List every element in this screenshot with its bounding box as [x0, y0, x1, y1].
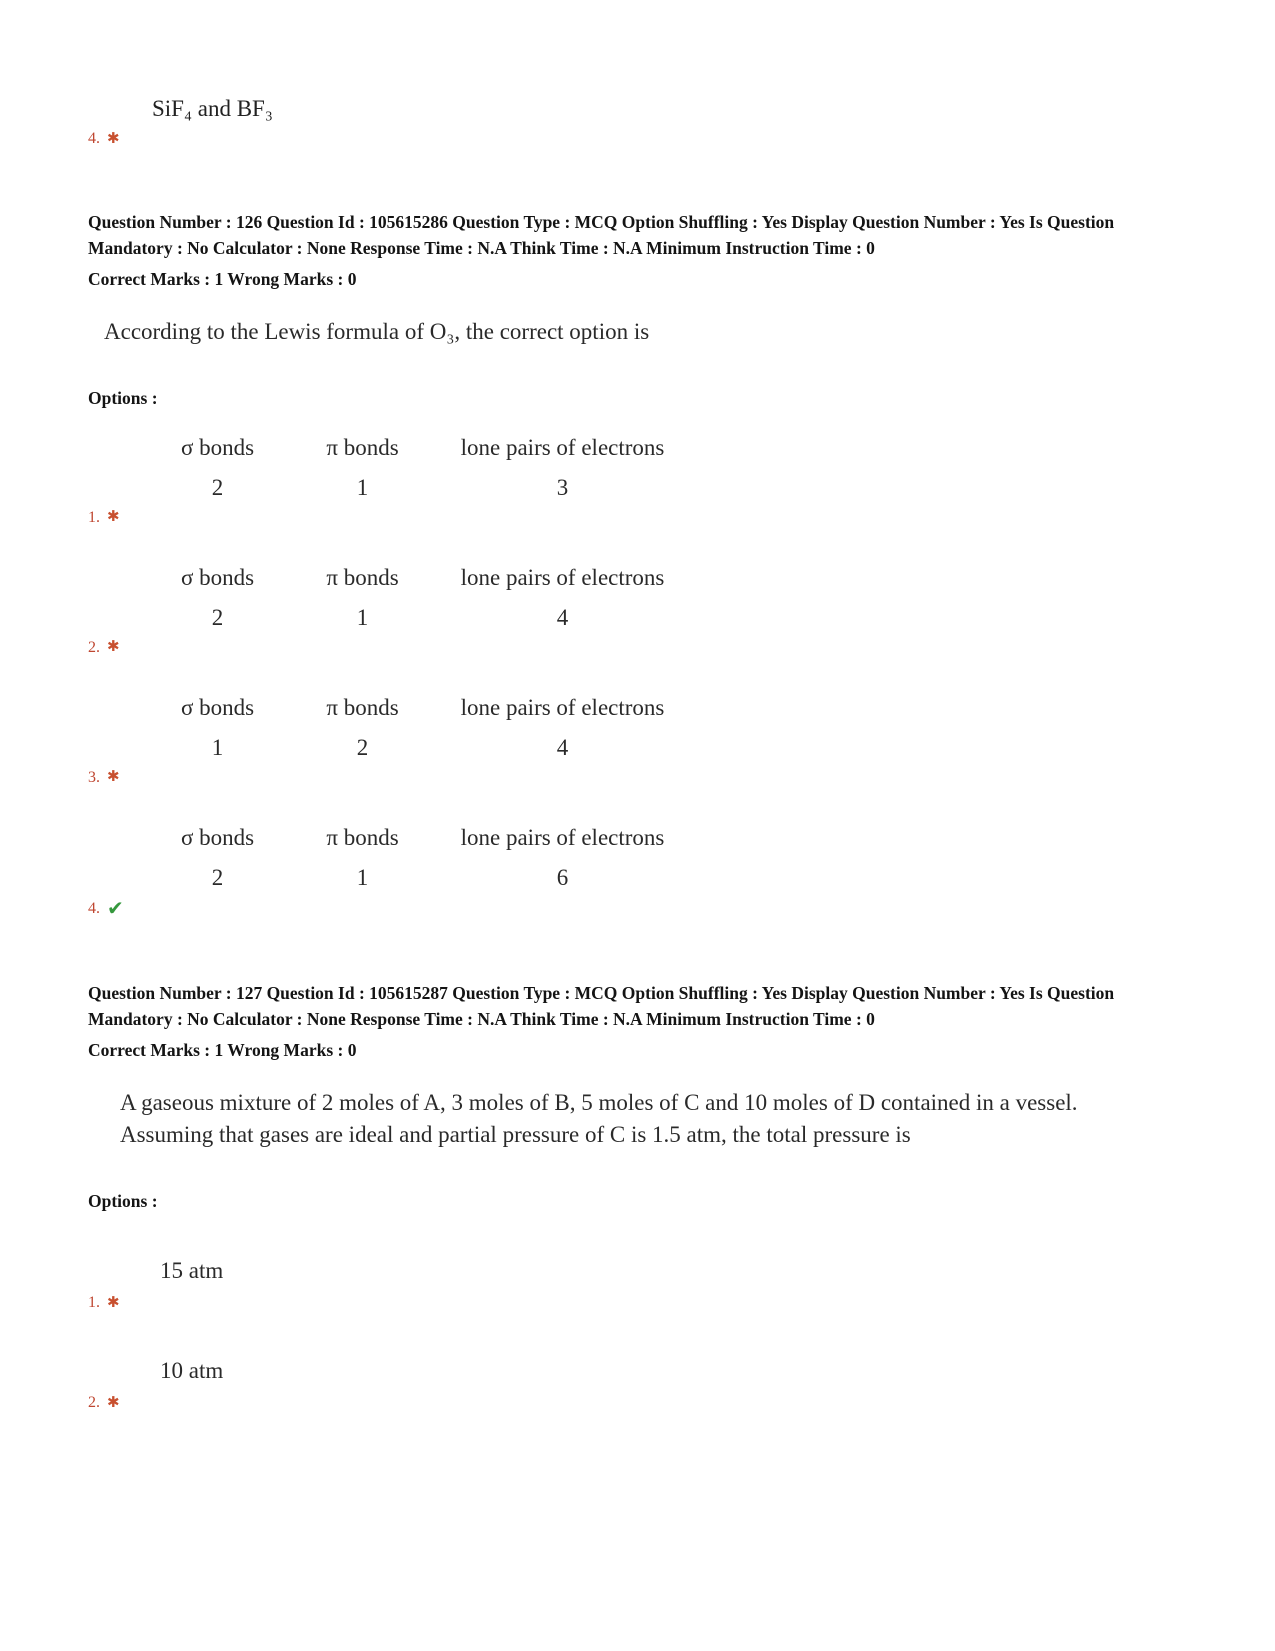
table-header: σ bonds: [180, 434, 255, 460]
wrong-mark-icon: ✱: [107, 639, 120, 656]
option-table-value-row: [160, 735, 1187, 761]
question-127: [88, 981, 1187, 1412]
question-text: A gaseous mixture of 2 moles of A, 3 moles of B, 5 moles of C and 10 moles of D contained in a vessel. Assuming that gases are ideal and partial pressure of C is 1.5 atm, the total pressure is: [120, 1089, 1078, 1147]
option-number: 1.: [88, 508, 100, 526]
table-value: 4: [556, 604, 569, 630]
table-header: π bonds: [326, 824, 399, 850]
option-result: [88, 639, 1187, 657]
question-marks: Correct Marks : 1 Wrong Marks : 0: [88, 268, 357, 289]
option-table: [160, 435, 1187, 501]
option-number: 4.: [88, 130, 100, 147]
option-1: [88, 1258, 1187, 1312]
table-header: σ bonds: [180, 694, 255, 720]
table-value: 1: [356, 474, 369, 500]
option-number: 3.: [88, 768, 100, 786]
option-result: [88, 769, 1187, 787]
wrong-mark-icon: ✱: [107, 1294, 120, 1311]
wrong-mark-icon: ✱: [107, 130, 120, 147]
table-value: 2: [211, 864, 224, 890]
option-table: [160, 825, 1187, 891]
option-result: [88, 509, 1187, 527]
option-table-header-row: [160, 825, 1187, 851]
option-table-header-row: [160, 695, 1187, 721]
option-text: SiF₄ and BF₃: [152, 96, 273, 121]
option-2: [88, 565, 1187, 657]
table-header: lone pairs of electrons: [460, 564, 665, 590]
option-number: 2.: [88, 1394, 100, 1412]
option-table-value-row: [160, 475, 1187, 501]
question-126: [88, 210, 1187, 919]
option-text: 10 atm: [160, 1358, 224, 1384]
question-marks: Correct Marks : 1 Wrong Marks : 0: [88, 1039, 357, 1060]
option-result: [88, 899, 1187, 919]
table-header: σ bonds: [180, 824, 255, 850]
option-number: 4.: [88, 899, 100, 917]
option-result: [88, 1294, 1187, 1312]
option-result: [88, 1394, 1187, 1412]
table-value: 3: [556, 474, 569, 500]
table-header: π bonds: [326, 434, 399, 460]
option-result: [88, 130, 1187, 148]
table-value: 4: [556, 734, 569, 760]
question-text: According to the Lewis formula of O₃, the correct option is: [104, 318, 650, 344]
wrong-mark-icon: ✱: [107, 1394, 120, 1411]
option-3: [88, 695, 1187, 787]
table-value: 1: [356, 604, 369, 630]
option-2: [88, 1358, 1187, 1412]
table-header: lone pairs of electrons: [460, 824, 665, 850]
options-label: Options :: [88, 1191, 158, 1212]
table-value: 2: [356, 734, 369, 760]
wrong-mark-icon: ✱: [107, 769, 120, 786]
question-metadata: Question Number : 126 Question Id : 105615286 Question Type : MCQ Option Shuffling : Yes Display Question Number : Yes Is Question Mandatory : No Calculator : None Response Time : N.A Think Time : N.A Minimum Instruction Time : 0: [88, 212, 1115, 258]
option-table: [160, 695, 1187, 761]
question-metadata: Question Number : 127 Question Id : 105615287 Question Type : MCQ Option Shuffling : Yes Display Question Number : Yes Is Question Mandatory : No Calculator : None Response Time : N.A Think Time : N.A Minimum Instruction Time : 0: [88, 982, 1115, 1029]
option-number: 1.: [88, 1294, 100, 1312]
option-number: 2.: [88, 638, 100, 656]
option-table: [160, 565, 1187, 631]
table-value: 2: [211, 474, 224, 500]
option-table-header-row: [160, 435, 1187, 461]
table-header: lone pairs of electrons: [460, 434, 665, 460]
previous-question-tail: [88, 96, 1187, 148]
option-table-header-row: [160, 565, 1187, 591]
table-header: π bonds: [326, 564, 399, 590]
wrong-mark-icon: ✱: [107, 509, 120, 526]
options-label: Options :: [88, 387, 158, 408]
option-1: [88, 435, 1187, 527]
table-value: 1: [211, 734, 224, 760]
option-table-value-row: [160, 605, 1187, 631]
table-header: σ bonds: [180, 564, 255, 590]
table-value: 2: [211, 604, 224, 630]
option-text: 15 atm: [160, 1258, 224, 1284]
table-header: lone pairs of electrons: [460, 694, 665, 720]
option-table-value-row: [160, 865, 1187, 891]
table-header: π bonds: [326, 694, 399, 720]
correct-mark-icon: ✔: [107, 897, 124, 920]
table-value: 6: [556, 864, 569, 890]
option-4: [88, 825, 1187, 919]
table-value: 1: [356, 864, 369, 890]
